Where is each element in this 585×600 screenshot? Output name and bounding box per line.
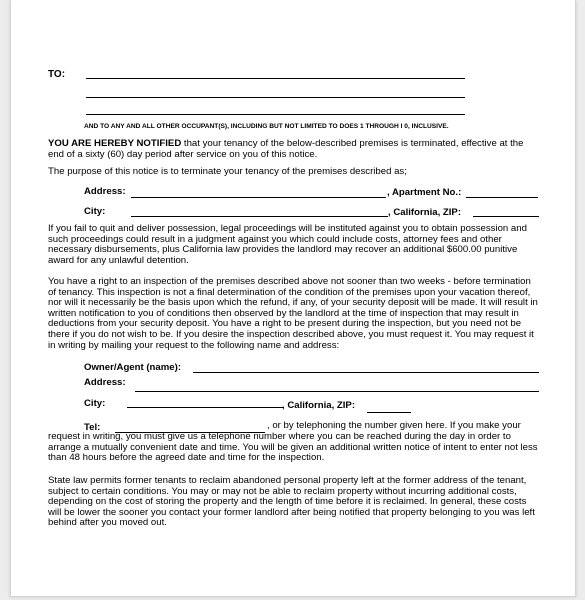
owner-agent-label: Owner/Agent (name): [84,362,182,373]
premises-city-label: City: [84,206,106,217]
premises-address-field[interactable] [131,197,386,198]
apartment-field[interactable] [466,197,538,198]
tel-paragraph: request in writing, you must give us a telephone number where you can be reached during the day in order to arrange a mutually convenient date and time. You will be given an additional written notice of intent to enter not less than 48 hours before the agreed date and time for the inspection. [48,431,538,464]
document-page [10,0,576,597]
to-line-2[interactable] [86,97,465,98]
notice-bold: YOU ARE HEREBY NOTIFIED [48,138,182,149]
premises-zip-field[interactable] [473,216,539,217]
tel-label: Tel: [84,422,101,433]
tel-text-first: , or by telephoning the number given here. If you make your [267,420,521,431]
possession-paragraph: If you fail to quit and deliver possession, legal proceedings will be instituted against you to obtain possession and such proceedings could result in a judgment against you which could include costs, attorney fees and other necessary disbursements, plus California law provides the landlord may recover an additional $600.00 punitive award for any unlawful detention. [48,223,527,266]
occupants-note: AND TO ANY AND ALL OTHER OCCUPANT(S), INCLUDING BUT NOT LIMITED TO DOES 1 THROUGH I 0, INCLUSIVE. [84,123,449,130]
owner-zip-field[interactable] [367,412,411,413]
premises-address-label: Address: [84,186,126,197]
notice-text: that your tenancy of the below-described premises is terminated, effective at the end of a sixty (60) day period after service on you of this notice. [48,138,524,160]
notice-paragraph [48,139,538,160]
to-label: TO: [48,69,66,80]
premises-cz-label: , California, ZIP: [388,207,462,218]
property-paragraph: State law permits former tenants to reclaim abandoned personal property left at the former address of the tenant, subject to certain conditions. You may or may not be able to reclaim property without incurring additional costs, depending on the cost of storing the property and the length of time before it is reclaimed. In general, these costs will be lower the sooner you contact your former landlord after being notified that property belonging to you was left behind after you moved out. [48,475,535,529]
inspection-paragraph: You have a right to an inspection of the premises described above not sooner than two weeks - before termination of tenancy. This inspection is not a final determination of the condition of the premises upon your vacation thereof, nor will it necessarily be the basis upon which the refund, if any, of your security deposit will be made. It will result in written notification to you of conditions then observed by the landlord at the time of inspection that may result in deductions from your security deposit. You have a right to be present during the inspection, but you need not be there if you do not wish to be. If you desire the inspection described above, you must request it. You may request it in writing by mailing your request to the following name and address: [48,276,538,351]
purpose-paragraph: The purpose of this notice is to terminate your tenancy of the premises described as; [48,166,407,177]
to-line-3[interactable] [86,114,465,115]
to-line-1[interactable] [86,78,465,79]
owner-address-field[interactable] [135,391,539,392]
apartment-label: , Apartment No.: [387,187,462,198]
owner-cz-label: , California, ZIP: [282,400,356,411]
owner-city-field[interactable] [127,407,283,408]
owner-city-label: City: [84,398,106,409]
premises-city-field[interactable] [131,216,388,217]
owner-address-label: Address: [84,377,126,388]
owner-agent-field[interactable] [193,372,539,373]
